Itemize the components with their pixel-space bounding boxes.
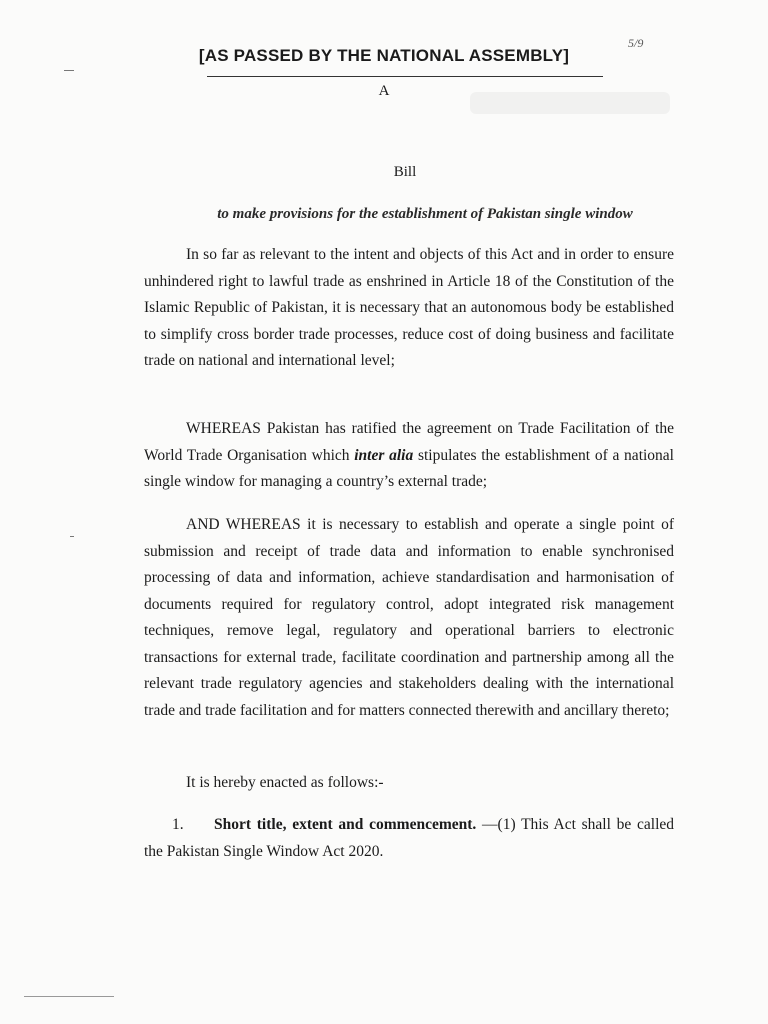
section-heading: Short title, extent and commencement. (214, 816, 477, 833)
article-label: A (378, 83, 390, 99)
bill-label: Bill (393, 164, 417, 180)
whereas-paragraph-2: AND WHEREAS it is necessary to establish and operate a single point of submission and receipt of trade data and information to enable synchronised processing of data and information, achieve standardisation and harmonisation of documents required for regulatory control, adopt integrated risk management techniques, remove legal, regulatory and operational barriers to electronic transactions for external trade, facilitate coordination and partnership among all the relevant trade regulatory agencies and stakeholders dealing with the international trade and trade facilitation and for matters connected therewith and ancillary thereto; (144, 516, 674, 719)
bottom-edge-line (24, 996, 114, 997)
document-header: [AS PASSED BY THE NATIONAL ASSEMBLY] (198, 46, 570, 65)
whereas-1-text: WHEREAS Pakistan has ratified the agreement on Trade Facilitation of the World Trade Organisation which (144, 420, 674, 464)
header-rule (207, 76, 603, 77)
margin-mark (64, 70, 74, 71)
section-1 (144, 812, 674, 865)
whereas-paragraph-1 (144, 416, 674, 496)
section-number: 1. (172, 816, 184, 833)
corner-mark: 5/9 (628, 36, 644, 50)
section-text: —(1) This Act shall be called the Pakistan Single Window Act 2020. (144, 816, 675, 860)
preamble-paragraph: In so far as relevant to the intent and objects of this Act and in order to ensure unhindered right to lawful trade as enshrined in Article 18 of the Constitution of the Islamic Republic of Pakistan, it is necessary that an autonomous body be established to simplify cross border trade processes, reduce cost of doing business and facilitate trade on national and international level; (144, 246, 674, 369)
whereas-1-italic: inter alia (354, 446, 414, 464)
margin-mark (70, 536, 74, 537)
bill-subtitle: to make provisions for the establishment of Pakistan single window (217, 206, 633, 222)
enactment-clause: It is hereby enacted as follows:- (186, 774, 384, 791)
whereas-1-text-end: stipulates the establishment of a national single window for managing a country’s external trade; (144, 446, 674, 490)
